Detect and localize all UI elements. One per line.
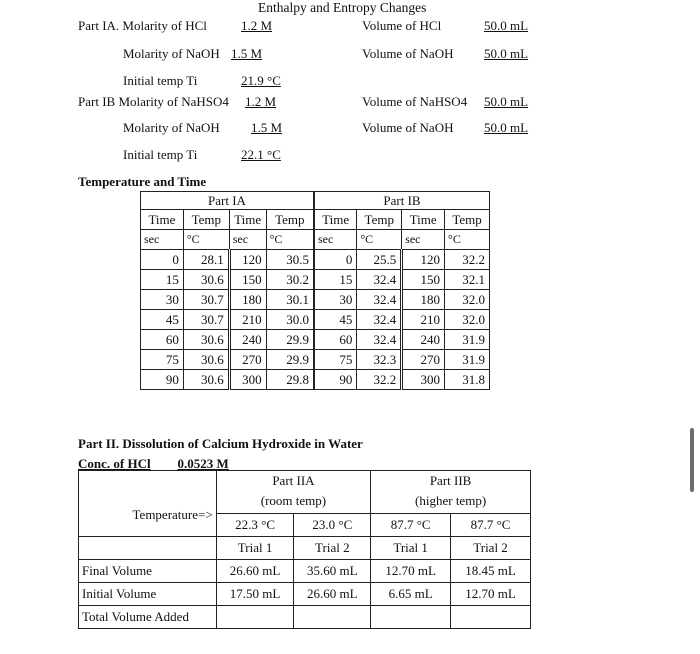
final-volume-cell: 35.60 mL <box>294 560 371 583</box>
time-cell: 45 <box>141 310 184 330</box>
temp-cell: 30.2 <box>266 270 314 290</box>
temp-time-heading: Temperature and Time <box>78 174 207 189</box>
time-cell: 270 <box>402 350 445 370</box>
time-cell: 270 <box>229 350 266 370</box>
trial-label-empty <box>79 537 217 560</box>
time-cell: 180 <box>229 290 266 310</box>
temp-cell: 87.7 °C <box>451 514 531 537</box>
total-volume-cell[interactable] <box>216 606 294 629</box>
temp-time-row <box>141 290 490 310</box>
time-cell: 240 <box>402 330 445 350</box>
time-cell: 210 <box>402 310 445 330</box>
part1b-volume-nahso4-label: Volume of NaHSO4 <box>362 94 468 109</box>
temp-cell: 22.3 °C <box>216 514 294 537</box>
unit-sec: sec <box>314 230 357 250</box>
trial-cell: Trial 1 <box>371 537 451 560</box>
part1a-molarity-naoh: 1.5 M <box>231 46 263 61</box>
time-cell: 240 <box>229 330 266 350</box>
temp-cell: 32.3 <box>357 350 402 370</box>
temp-time-row <box>141 370 490 390</box>
part-a-header: Part IA <box>141 192 314 210</box>
part1a-label: Part IA. Molarity of HCl <box>78 18 207 33</box>
unit-c: °C <box>357 230 402 250</box>
time-cell: 75 <box>314 350 357 370</box>
time-cell: 120 <box>402 250 445 270</box>
time-cell: 180 <box>402 290 445 310</box>
unit-c: °C <box>266 230 314 250</box>
part1b-initial-temp-label: Initial temp Ti <box>123 147 198 162</box>
part1a-volume-naoh-label: Volume of NaOH <box>362 46 454 61</box>
part2a-sub: (room temp) <box>260 493 327 508</box>
trial-cell: Trial 2 <box>294 537 371 560</box>
col-time: Time <box>314 210 357 230</box>
time-cell: 300 <box>402 370 445 390</box>
part1a-initial-temp-label: Initial temp Ti <box>123 73 198 88</box>
time-cell: 300 <box>229 370 266 390</box>
time-cell: 120 <box>229 250 266 270</box>
temp-time-table <box>140 191 490 390</box>
initial-volume-cell: 12.70 mL <box>451 583 531 606</box>
temp-cell: 32.4 <box>357 290 402 310</box>
total-volume-cell[interactable] <box>294 606 371 629</box>
temp-cell: 32.0 <box>445 310 490 330</box>
initial-volume-cell: 17.50 mL <box>216 583 294 606</box>
trial-cell: Trial 2 <box>451 537 531 560</box>
part1b-volume-naoh: 50.0 mL <box>484 120 529 135</box>
time-cell: 30 <box>314 290 357 310</box>
part1b-molarity-naoh: 1.5 M <box>251 120 283 135</box>
col-temp: Temp <box>183 210 229 230</box>
temp-time-rows <box>141 250 490 390</box>
final-volume-cell: 26.60 mL <box>216 560 294 583</box>
temp-cell: 30.7 <box>183 310 229 330</box>
temp-time-row <box>141 270 490 290</box>
time-cell: 45 <box>314 310 357 330</box>
temp-time-row <box>141 310 490 330</box>
temp-cell: 30.7 <box>183 290 229 310</box>
time-cell: 60 <box>141 330 184 350</box>
total-volume-cell[interactable] <box>451 606 531 629</box>
time-cell: 60 <box>314 330 357 350</box>
part1a-molarity-naoh-label: Molarity of NaOH <box>123 46 220 61</box>
time-cell: 30 <box>141 290 184 310</box>
part1b-label: Part IB Molarity of NaHSO4 <box>78 94 229 109</box>
unit-c: °C <box>183 230 229 250</box>
temp-cell: 31.9 <box>445 350 490 370</box>
temp-cell: 30.6 <box>183 350 229 370</box>
vertical-scrollbar[interactable] <box>690 428 694 492</box>
initial-volume-cell: 6.65 mL <box>371 583 451 606</box>
initial-volume-label: Initial Volume <box>79 583 217 606</box>
temp-cell: 29.9 <box>266 330 314 350</box>
col-time: Time <box>402 210 445 230</box>
col-time: Time <box>229 210 266 230</box>
time-cell: 0 <box>141 250 184 270</box>
part2b-label: Part IIB <box>429 473 472 488</box>
total-volume-cell[interactable] <box>371 606 451 629</box>
temp-cell: 31.8 <box>445 370 490 390</box>
final-volume-label: Final Volume <box>79 560 217 583</box>
temp-time-row <box>141 330 490 350</box>
part-b-header: Part IB <box>314 192 490 210</box>
part2a-header <box>216 471 371 514</box>
temp-cell: 30.6 <box>183 370 229 390</box>
part1b-volume-naoh-label: Volume of NaOH <box>362 120 454 135</box>
temp-cell: 30.1 <box>266 290 314 310</box>
initial-volume-cell: 26.60 mL <box>294 583 371 606</box>
temp-cell: 87.7 °C <box>371 514 451 537</box>
temp-cell: 30.6 <box>183 270 229 290</box>
unit-c: °C <box>445 230 490 250</box>
time-cell: 210 <box>229 310 266 330</box>
temp-cell: 32.4 <box>357 270 402 290</box>
time-cell: 150 <box>402 270 445 290</box>
part1b-initial-temp: 22.1 °C <box>241 147 281 162</box>
part1b-molarity-naoh-label: Molarity of NaOH <box>123 120 220 135</box>
time-cell: 15 <box>141 270 184 290</box>
time-cell: 75 <box>141 350 184 370</box>
temp-cell: 25.5 <box>357 250 402 270</box>
temp-cell: 30.6 <box>183 330 229 350</box>
part1a-volume-naoh: 50.0 mL <box>484 46 529 61</box>
temperature-label-text: Temperature=> <box>132 506 213 522</box>
temp-cell: 32.4 <box>357 310 402 330</box>
unit-sec: sec <box>141 230 184 250</box>
time-cell: 150 <box>229 270 266 290</box>
part1b-molarity-nahso4: 1.2 M <box>245 94 277 109</box>
temp-cell: 31.9 <box>445 330 490 350</box>
unit-sec: sec <box>402 230 445 250</box>
temp-cell: 28.1 <box>183 250 229 270</box>
col-temp: Temp <box>445 210 490 230</box>
time-cell: 90 <box>141 370 184 390</box>
col-temp: Temp <box>266 210 314 230</box>
time-cell: 90 <box>314 370 357 390</box>
temp-cell: 30.5 <box>266 250 314 270</box>
col-temp: Temp <box>357 210 402 230</box>
unit-sec: sec <box>229 230 266 250</box>
temperature-label <box>79 471 217 537</box>
temp-cell: 29.9 <box>266 350 314 370</box>
temp-cell: 30.0 <box>266 310 314 330</box>
final-volume-cell: 18.45 mL <box>451 560 531 583</box>
part2a-label: Part IIA <box>272 473 315 488</box>
part2-heading: Part II. Dissolution of Calcium Hydroxide in Water <box>78 436 363 451</box>
trial-cell: Trial 1 <box>216 537 294 560</box>
part2b-header <box>371 471 531 514</box>
time-cell: 15 <box>314 270 357 290</box>
part1a-volume-hcl-label: Volume of HCl <box>362 18 442 33</box>
temp-cell: 23.0 °C <box>294 514 371 537</box>
time-cell: 0 <box>314 250 357 270</box>
part2b-sub: (higher temp) <box>415 493 487 508</box>
part1a-volume-hcl: 50.0 mL <box>484 18 529 33</box>
temp-cell: 32.2 <box>445 250 490 270</box>
conc-hcl-number: 0.0523 M <box>177 456 229 471</box>
part1a-molarity-hcl: 1.2 M <box>241 18 273 33</box>
temp-cell: 32.4 <box>357 330 402 350</box>
col-time: Time <box>141 210 184 230</box>
final-volume-cell: 12.70 mL <box>371 560 451 583</box>
temp-cell: 29.8 <box>266 370 314 390</box>
part1b-volume-nahso4: 50.0 mL <box>484 94 529 109</box>
page-title: Enthalpy and Entropy Changes <box>258 0 427 15</box>
temp-cell: 32.1 <box>445 270 490 290</box>
temp-time-row <box>141 350 490 370</box>
conc-hcl-label: Conc. of HCl <box>78 456 151 471</box>
part1a-initial-temp: 21.9 °C <box>241 73 281 88</box>
temp-time-row <box>141 250 490 270</box>
total-volume-label: Total Volume Added <box>79 606 217 629</box>
temp-cell: 32.2 <box>357 370 402 390</box>
calcium-hydroxide-table <box>78 470 531 629</box>
temp-cell: 32.0 <box>445 290 490 310</box>
